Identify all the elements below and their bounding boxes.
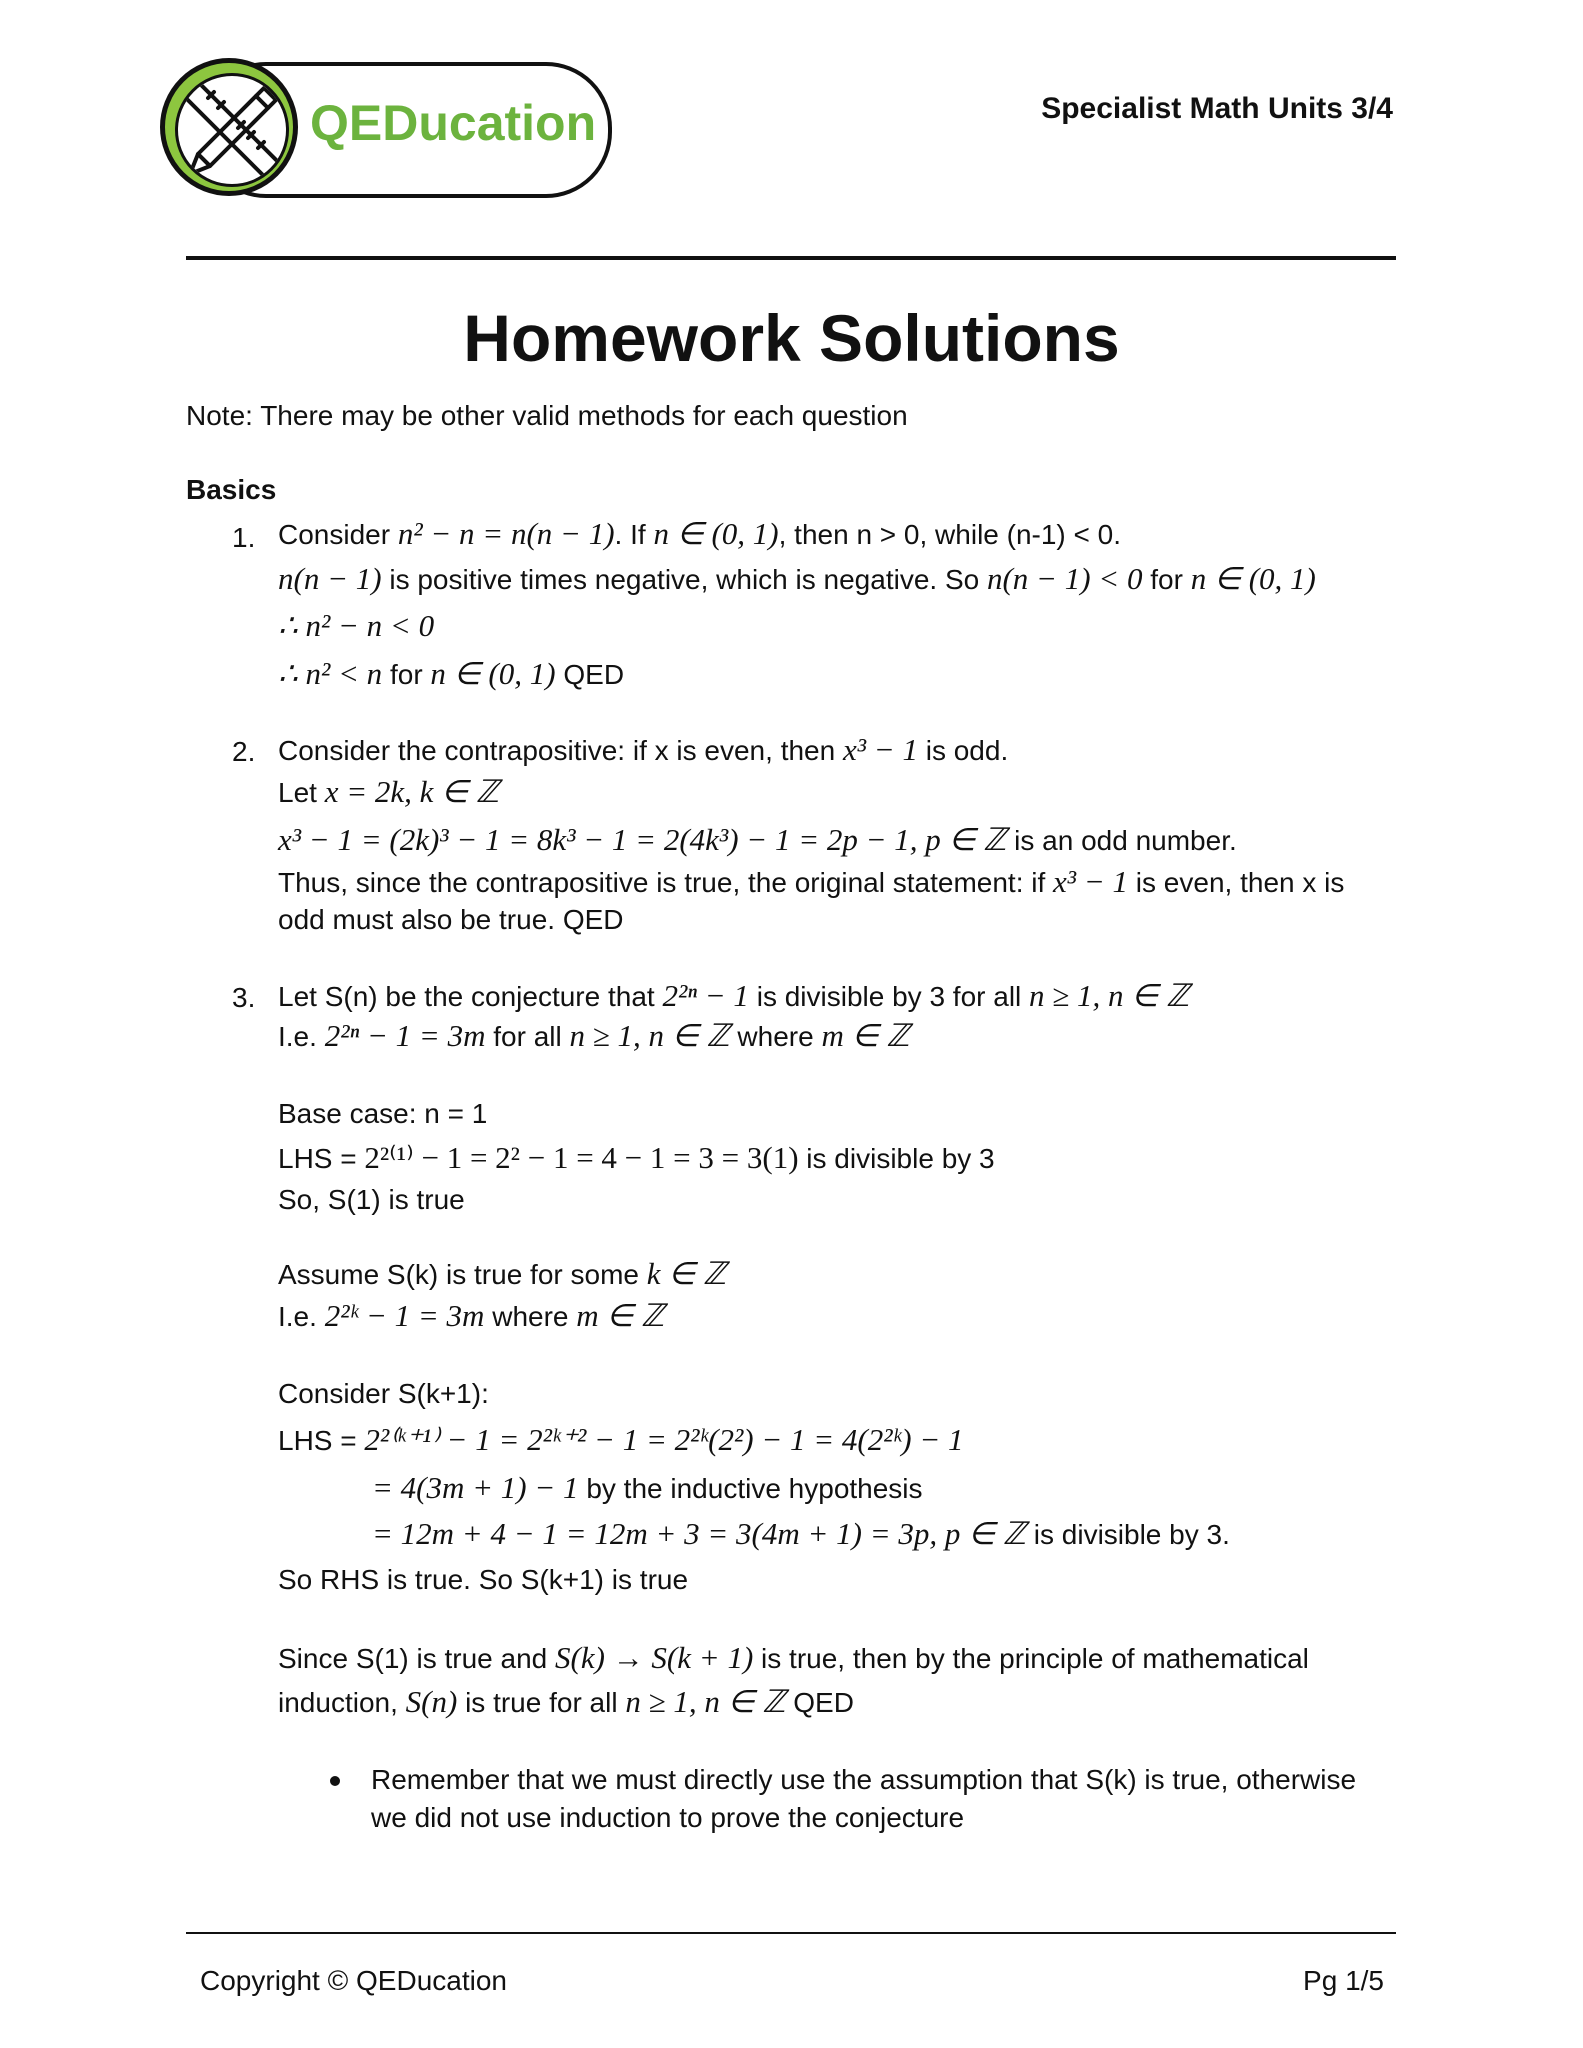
- math: m ∈ ℤ: [821, 1018, 910, 1053]
- footer-page-number: Pg 1/5: [1303, 1965, 1384, 1996]
- text: Consider the contrapositive: if x is even, then: [278, 735, 843, 766]
- text: is an odd number.: [1006, 825, 1237, 856]
- logo-text: QEDucation: [310, 95, 597, 151]
- subject-label: Specialist Math Units 3/4: [1041, 92, 1393, 125]
- question-number: 3.: [232, 982, 256, 1013]
- bullet-dot: [330, 1776, 340, 1786]
- text: is true, then by the principle of mathematical: [753, 1643, 1309, 1674]
- text: is divisible by 3: [798, 1143, 995, 1174]
- math: n ≥ 1, n ∈ ℤ: [1029, 978, 1190, 1013]
- inductive-step-2: [372, 1470, 923, 1507]
- math: n ≥ 1, n ∈ ℤ: [625, 1684, 786, 1719]
- math: n ∈ (0, 1): [653, 516, 779, 551]
- text: QED: [785, 1687, 854, 1718]
- bullet-line-1: Remember that we must directly use the assumption that S(k) is true, otherwise: [371, 1764, 1357, 1795]
- q2-line-1: [278, 732, 1008, 769]
- math: 2²ⁿ − 1: [662, 978, 749, 1013]
- q2-line-3: [278, 822, 1237, 859]
- text: by the inductive hypothesis: [578, 1473, 923, 1504]
- math: n(n − 1) < 0: [986, 561, 1143, 596]
- logo-inner: [175, 73, 289, 187]
- bullet-line-2: we did not use induction to prove the conjecture: [371, 1802, 965, 1833]
- math: x = 2k, k ∈ ℤ: [324, 774, 499, 809]
- math: 2²⁽¹⁾ − 1 = 2² − 1 = 4 − 1 = 3 = 3(1): [364, 1140, 799, 1175]
- q1-line-4: [278, 656, 624, 693]
- text: is true for all: [457, 1687, 626, 1718]
- text: I.e.: [278, 1021, 325, 1052]
- math: n ∈ (0, 1): [1190, 561, 1316, 596]
- text: is divisible by 3.: [1026, 1519, 1230, 1550]
- question-number: 1.: [232, 522, 256, 553]
- math: S(k) → S(k + 1): [555, 1640, 754, 1675]
- math: 2²ⁿ − 1 = 3m: [324, 1018, 486, 1053]
- base-case: Base case: n = 1: [278, 1098, 488, 1129]
- text: induction,: [278, 1687, 406, 1718]
- text: Since S(1) is true and: [278, 1643, 556, 1674]
- text: is positive times negative, which is negative. So: [381, 564, 987, 595]
- q2-line-5: odd must also be true. QED: [278, 904, 624, 935]
- q1-line-1: [278, 516, 1121, 553]
- text: for: [382, 659, 431, 690]
- math: S(n): [405, 1684, 458, 1719]
- q1-line-3: [278, 608, 434, 645]
- math: n² − n = n(n − 1): [397, 516, 615, 551]
- text: , then n > 0, while (n-1) < 0.: [778, 519, 1122, 550]
- inductive-step-heading: Consider S(k+1):: [278, 1378, 489, 1409]
- footer-divider: [186, 1932, 1396, 1934]
- math: n ∈ (0, 1): [430, 656, 556, 691]
- footer-copyright: Copyright © QEDucation: [200, 1965, 507, 1996]
- assumption: [278, 1256, 726, 1293]
- conclusion-line-1: [278, 1640, 1309, 1677]
- q2-line-4: [278, 864, 1344, 901]
- text: where: [484, 1301, 577, 1332]
- q2-line-2: [278, 774, 499, 811]
- q3-line-1: [278, 978, 1189, 1015]
- math: 2²⁽ᵏ⁺¹⁾ − 1 = 2²ᵏ⁺² − 1 = 2²ᵏ(2²) − 1 = 4(2²ᵏ) − 1: [364, 1422, 964, 1457]
- text: is odd.: [917, 735, 1009, 766]
- pencil-ruler-cross-icon: [178, 76, 286, 184]
- text: where: [729, 1021, 822, 1052]
- text: I.e.: [278, 1301, 325, 1332]
- text: for all: [485, 1021, 570, 1052]
- text: Thus, since the contrapositive is true, the original statement: if: [278, 867, 1054, 898]
- math: = 4(3m + 1) − 1: [372, 1470, 579, 1505]
- text: QED: [555, 659, 625, 690]
- text: is divisible by 3 for all: [748, 981, 1030, 1012]
- math: ∴ n² − n < 0: [278, 608, 435, 643]
- conclusion-line-2: [278, 1684, 854, 1721]
- page-title: Homework Solutions: [463, 301, 1120, 375]
- inductive-step-3: [372, 1516, 1230, 1553]
- math: = 12m + 4 − 1 = 12m + 3 = 3(4m + 1) = 3p, p ∈ ℤ: [372, 1516, 1026, 1551]
- text: for: [1142, 564, 1191, 595]
- brand-logo: [160, 58, 610, 200]
- assumption-ie: [278, 1298, 664, 1335]
- text: Let S(n) be the conjecture that: [278, 981, 663, 1012]
- base-conclusion: So, S(1) is true: [278, 1184, 465, 1215]
- header-divider: [186, 256, 1396, 260]
- note-text: Note: There may be other valid methods for each question: [186, 400, 908, 431]
- text: LHS =: [278, 1425, 365, 1456]
- rhs-conclusion: So RHS is true. So S(k+1) is true: [278, 1564, 689, 1595]
- question-number: 2.: [232, 736, 256, 767]
- math: x³ − 1: [1053, 864, 1129, 899]
- q1-line-2: [278, 561, 1316, 598]
- text: . If: [614, 519, 654, 550]
- math: x³ − 1: [842, 732, 918, 767]
- math: x³ − 1 = (2k)³ − 1 = 8k³ − 1 = 2(4k³) − 1 = 2p − 1, p ∈ ℤ: [278, 822, 1007, 857]
- logo-circle: [160, 58, 298, 196]
- text: LHS =: [278, 1143, 365, 1174]
- text: Consider: [278, 519, 398, 550]
- math: m ∈ ℤ: [576, 1298, 665, 1333]
- inductive-lhs: [278, 1422, 964, 1459]
- math: ∴ n² < n: [278, 656, 383, 691]
- text: Assume S(k) is true for some: [278, 1259, 647, 1290]
- math: k ∈ ℤ: [646, 1256, 727, 1291]
- text: is even, then x is: [1128, 867, 1345, 898]
- math: 2²ᵏ − 1 = 3m: [324, 1298, 485, 1333]
- text: Let: [278, 777, 325, 808]
- section-heading: Basics: [186, 474, 277, 505]
- math: n(n − 1): [278, 561, 382, 596]
- math: n ≥ 1, n ∈ ℤ: [569, 1018, 730, 1053]
- base-lhs: [278, 1140, 995, 1177]
- q3-line-2: [278, 1018, 909, 1055]
